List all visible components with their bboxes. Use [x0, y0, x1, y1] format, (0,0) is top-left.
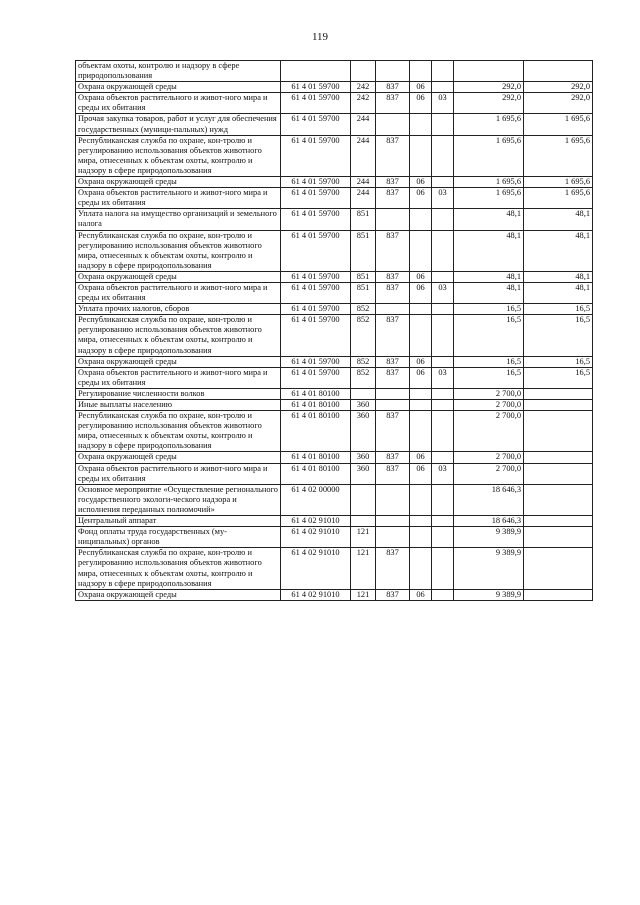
table-row	[76, 61, 593, 82]
table-row	[76, 589, 593, 600]
cell-department: 837	[376, 177, 410, 188]
cell-expense-type: 851	[351, 282, 376, 303]
cell-target-code: 61 4 01 59700	[281, 315, 351, 356]
cell-subsection	[432, 304, 454, 315]
cell-section: 06	[410, 271, 432, 282]
cell-name: Охрана окружающей среды	[76, 177, 281, 188]
cell-amount-1: 1 695,6	[454, 177, 524, 188]
table-row	[76, 452, 593, 463]
cell-target-code: 61 4 02 91010	[281, 589, 351, 600]
cell-section	[410, 135, 432, 176]
cell-name: Республиканская служба по охране, кон-тролю и регулированию использования объектов животного мира, отнесенных к объектам охоты, контролю и надзору в сфере природопользования	[76, 315, 281, 356]
cell-section	[410, 230, 432, 271]
cell-section	[410, 527, 432, 548]
cell-amount-1: 9 389,9	[454, 548, 524, 589]
cell-target-code: 61 4 02 00000	[281, 484, 351, 515]
cell-amount-2: 48,1	[524, 271, 593, 282]
cell-amount-1: 292,0	[454, 82, 524, 93]
cell-section	[410, 61, 432, 82]
table-row	[76, 271, 593, 282]
cell-department	[376, 388, 410, 399]
cell-amount-1: 16,5	[454, 356, 524, 367]
cell-name: Охрана окружающей среды	[76, 82, 281, 93]
table-row	[76, 463, 593, 484]
cell-department	[376, 527, 410, 548]
table-row	[76, 484, 593, 515]
cell-amount-2	[524, 400, 593, 411]
cell-amount-2: 16,5	[524, 304, 593, 315]
cell-amount-2: 16,5	[524, 367, 593, 388]
table-row	[76, 93, 593, 114]
cell-section: 06	[410, 463, 432, 484]
cell-expense-type: 852	[351, 367, 376, 388]
cell-section	[410, 548, 432, 589]
cell-amount-1: 48,1	[454, 209, 524, 230]
cell-subsection	[432, 114, 454, 135]
cell-subsection	[432, 315, 454, 356]
cell-target-code: 61 4 01 59700	[281, 367, 351, 388]
cell-name: Охрана объектов растительного и живот-ного мира и среды их обитания	[76, 463, 281, 484]
cell-department	[376, 304, 410, 315]
table-row	[76, 388, 593, 399]
cell-name: Охрана окружающей среды	[76, 452, 281, 463]
cell-target-code: 61 4 01 80100	[281, 400, 351, 411]
cell-name: Республиканская служба по охране, кон-тролю и регулированию использования объектов животного мира, отнесенных к объектам охоты, контролю и надзору в сфере природопользования	[76, 548, 281, 589]
cell-subsection	[432, 61, 454, 82]
cell-target-code: 61 4 01 59700	[281, 209, 351, 230]
cell-amount-1: 16,5	[454, 315, 524, 356]
cell-department: 837	[376, 82, 410, 93]
cell-amount-1: 16,5	[454, 304, 524, 315]
cell-amount-1: 9 389,9	[454, 527, 524, 548]
cell-expense-type: 244	[351, 135, 376, 176]
cell-subsection	[432, 388, 454, 399]
cell-expense-type: 360	[351, 411, 376, 452]
cell-subsection	[432, 177, 454, 188]
cell-amount-1: 2 700,0	[454, 400, 524, 411]
cell-target-code: 61 4 01 80100	[281, 411, 351, 452]
table-row	[76, 177, 593, 188]
cell-target-code: 61 4 01 59700	[281, 114, 351, 135]
cell-department: 837	[376, 188, 410, 209]
cell-amount-2	[524, 61, 593, 82]
cell-amount-1: 16,5	[454, 367, 524, 388]
cell-target-code: 61 4 01 59700	[281, 135, 351, 176]
table-row	[76, 356, 593, 367]
cell-amount-1: 1 695,6	[454, 114, 524, 135]
table-row	[76, 304, 593, 315]
cell-amount-1: 48,1	[454, 271, 524, 282]
cell-expense-type	[351, 516, 376, 527]
cell-target-code: 61 4 01 59700	[281, 230, 351, 271]
cell-name: Регулирование численности волков	[76, 388, 281, 399]
cell-amount-2	[524, 516, 593, 527]
cell-target-code: 61 4 02 91010	[281, 548, 351, 589]
cell-subsection: 03	[432, 282, 454, 303]
table-row	[76, 209, 593, 230]
cell-expense-type: 851	[351, 271, 376, 282]
cell-amount-1: 18 646,3	[454, 484, 524, 515]
cell-expense-type	[351, 388, 376, 399]
cell-name: объектам охоты, контролю и надзору в сфере природопользования	[76, 61, 281, 82]
cell-name: Уплата налога на имущество организаций и земельного налога	[76, 209, 281, 230]
cell-subsection	[432, 484, 454, 515]
cell-amount-2: 48,1	[524, 209, 593, 230]
cell-department: 837	[376, 589, 410, 600]
cell-amount-2: 16,5	[524, 356, 593, 367]
cell-subsection: 03	[432, 93, 454, 114]
cell-name: Охрана окружающей среды	[76, 356, 281, 367]
cell-department: 837	[376, 282, 410, 303]
cell-department: 837	[376, 135, 410, 176]
cell-section	[410, 304, 432, 315]
cell-expense-type: 852	[351, 356, 376, 367]
cell-department	[376, 516, 410, 527]
cell-target-code: 61 4 02 91010	[281, 527, 351, 548]
cell-department: 837	[376, 230, 410, 271]
cell-subsection: 03	[432, 367, 454, 388]
cell-amount-2: 48,1	[524, 282, 593, 303]
table-row	[76, 82, 593, 93]
table-row	[76, 114, 593, 135]
cell-department: 837	[376, 315, 410, 356]
cell-department	[376, 61, 410, 82]
cell-amount-1: 2 700,0	[454, 452, 524, 463]
cell-expense-type: 121	[351, 589, 376, 600]
cell-subsection	[432, 82, 454, 93]
cell-name: Республиканская служба по охране, кон-тролю и регулированию использования объектов животного мира, отнесенных к объектам охоты, контролю и надзору в сфере природопользования	[76, 411, 281, 452]
table-row	[76, 282, 593, 303]
cell-subsection	[432, 527, 454, 548]
cell-target-code: 61 4 01 59700	[281, 93, 351, 114]
cell-amount-2	[524, 411, 593, 452]
cell-department: 837	[376, 411, 410, 452]
cell-section: 06	[410, 356, 432, 367]
cell-target-code: 61 4 01 59700	[281, 282, 351, 303]
cell-amount-1: 292,0	[454, 93, 524, 114]
cell-department	[376, 114, 410, 135]
cell-expense-type: 244	[351, 177, 376, 188]
table-row	[76, 527, 593, 548]
table-row	[76, 400, 593, 411]
cell-section: 06	[410, 452, 432, 463]
cell-amount-2: 1 695,6	[524, 114, 593, 135]
cell-amount-1	[454, 61, 524, 82]
cell-target-code: 61 4 01 80100	[281, 452, 351, 463]
table-row	[76, 548, 593, 589]
cell-target-code: 61 4 01 59700	[281, 188, 351, 209]
cell-amount-2: 1 695,6	[524, 135, 593, 176]
cell-section: 06	[410, 93, 432, 114]
cell-amount-2	[524, 452, 593, 463]
cell-section: 06	[410, 177, 432, 188]
cell-name: Фонд оплаты труда государственных (му-ниципальных) органов	[76, 527, 281, 548]
cell-department: 837	[376, 463, 410, 484]
cell-expense-type: 360	[351, 400, 376, 411]
cell-subsection	[432, 400, 454, 411]
cell-amount-2: 292,0	[524, 82, 593, 93]
cell-department: 837	[376, 271, 410, 282]
cell-expense-type: 851	[351, 209, 376, 230]
cell-expense-type	[351, 61, 376, 82]
table-row	[76, 135, 593, 176]
cell-expense-type: 242	[351, 82, 376, 93]
cell-target-code: 61 4 01 59700	[281, 82, 351, 93]
cell-name: Охрана объектов растительного и живот-ного мира и среды их обитания	[76, 93, 281, 114]
cell-department	[376, 209, 410, 230]
cell-expense-type: 121	[351, 527, 376, 548]
table-row	[76, 367, 593, 388]
cell-section	[410, 209, 432, 230]
cell-expense-type: 244	[351, 188, 376, 209]
cell-expense-type: 360	[351, 452, 376, 463]
cell-subsection	[432, 356, 454, 367]
table-row	[76, 230, 593, 271]
cell-section	[410, 114, 432, 135]
cell-department: 837	[376, 93, 410, 114]
cell-amount-1: 48,1	[454, 282, 524, 303]
cell-subsection: 03	[432, 188, 454, 209]
cell-subsection	[432, 452, 454, 463]
cell-amount-1: 2 700,0	[454, 463, 524, 484]
cell-department: 837	[376, 356, 410, 367]
cell-target-code: 61 4 01 59700	[281, 304, 351, 315]
cell-amount-1: 2 700,0	[454, 388, 524, 399]
cell-department: 837	[376, 452, 410, 463]
cell-amount-2: 1 695,6	[524, 188, 593, 209]
cell-name: Прочая закупка товаров, работ и услуг для обеспечения государственных (муници-пальных) нужд	[76, 114, 281, 135]
cell-department: 837	[376, 367, 410, 388]
table-row	[76, 188, 593, 209]
cell-name: Охрана объектов растительного и живот-ного мира и среды их обитания	[76, 282, 281, 303]
cell-subsection	[432, 230, 454, 271]
table-row	[76, 411, 593, 452]
cell-target-code: 61 4 01 59700	[281, 271, 351, 282]
cell-amount-1: 1 695,6	[454, 135, 524, 176]
budget-table	[75, 60, 593, 601]
cell-section: 06	[410, 367, 432, 388]
cell-target-code: 61 4 01 80100	[281, 388, 351, 399]
cell-name: Республиканская служба по охране, кон-тролю и регулированию использования объектов животного мира, отнесенных к объектам охоты, контролю и надзору в сфере природопользования	[76, 135, 281, 176]
cell-amount-2	[524, 589, 593, 600]
cell-name: Уплата прочих налогов, сборов	[76, 304, 281, 315]
cell-section	[410, 315, 432, 356]
cell-amount-2: 48,1	[524, 230, 593, 271]
cell-amount-1: 18 646,3	[454, 516, 524, 527]
cell-section	[410, 388, 432, 399]
cell-target-code: 61 4 01 59700	[281, 356, 351, 367]
cell-name: Охрана окружающей среды	[76, 271, 281, 282]
cell-subsection	[432, 135, 454, 176]
cell-amount-2	[524, 484, 593, 515]
cell-name: Республиканская служба по охране, кон-тролю и регулированию использования объектов животного мира, отнесенных к объектам охоты, контролю и надзору в сфере природопользования	[76, 230, 281, 271]
cell-amount-2	[524, 463, 593, 484]
table-row	[76, 315, 593, 356]
cell-expense-type: 852	[351, 304, 376, 315]
cell-amount-2	[524, 527, 593, 548]
cell-department	[376, 400, 410, 411]
page-number: 119	[311, 31, 329, 43]
cell-section	[410, 411, 432, 452]
cell-section	[410, 400, 432, 411]
cell-subsection: 03	[432, 463, 454, 484]
cell-amount-1: 48,1	[454, 230, 524, 271]
cell-expense-type: 360	[351, 463, 376, 484]
cell-subsection	[432, 209, 454, 230]
cell-target-code: 61 4 01 80100	[281, 463, 351, 484]
cell-amount-1: 1 695,6	[454, 188, 524, 209]
cell-subsection	[432, 516, 454, 527]
cell-department: 837	[376, 548, 410, 589]
cell-name: Центральный аппарат	[76, 516, 281, 527]
cell-expense-type: 852	[351, 315, 376, 356]
cell-amount-1: 2 700,0	[454, 411, 524, 452]
cell-section: 06	[410, 82, 432, 93]
cell-name: Основное мероприятие «Осуществление регионального государственного экологи-ческого надзора и исполнения переданных полномочий»	[76, 484, 281, 515]
table-row	[76, 516, 593, 527]
cell-name: Охрана окружающей среды	[76, 589, 281, 600]
cell-section	[410, 484, 432, 515]
cell-expense-type: 851	[351, 230, 376, 271]
cell-expense-type: 244	[351, 114, 376, 135]
cell-subsection	[432, 411, 454, 452]
cell-expense-type	[351, 484, 376, 515]
cell-section: 06	[410, 188, 432, 209]
cell-name: Охрана объектов растительного и живот-ного мира и среды их обитания	[76, 188, 281, 209]
cell-department	[376, 484, 410, 515]
cell-target-code: 61 4 02 91010	[281, 516, 351, 527]
cell-expense-type: 121	[351, 548, 376, 589]
cell-amount-2: 1 695,6	[524, 177, 593, 188]
cell-expense-type: 242	[351, 93, 376, 114]
cell-amount-2	[524, 388, 593, 399]
cell-subsection	[432, 589, 454, 600]
cell-section	[410, 516, 432, 527]
cell-target-code	[281, 61, 351, 82]
cell-name: Охрана объектов растительного и живот-ного мира и среды их обитания	[76, 367, 281, 388]
cell-target-code: 61 4 01 59700	[281, 177, 351, 188]
cell-name: Иные выплаты населению	[76, 400, 281, 411]
cell-amount-2	[524, 548, 593, 589]
cell-section: 06	[410, 589, 432, 600]
cell-subsection	[432, 271, 454, 282]
cell-amount-1: 9 389,9	[454, 589, 524, 600]
cell-amount-2: 292,0	[524, 93, 593, 114]
cell-amount-2: 16,5	[524, 315, 593, 356]
cell-section: 06	[410, 282, 432, 303]
cell-subsection	[432, 548, 454, 589]
